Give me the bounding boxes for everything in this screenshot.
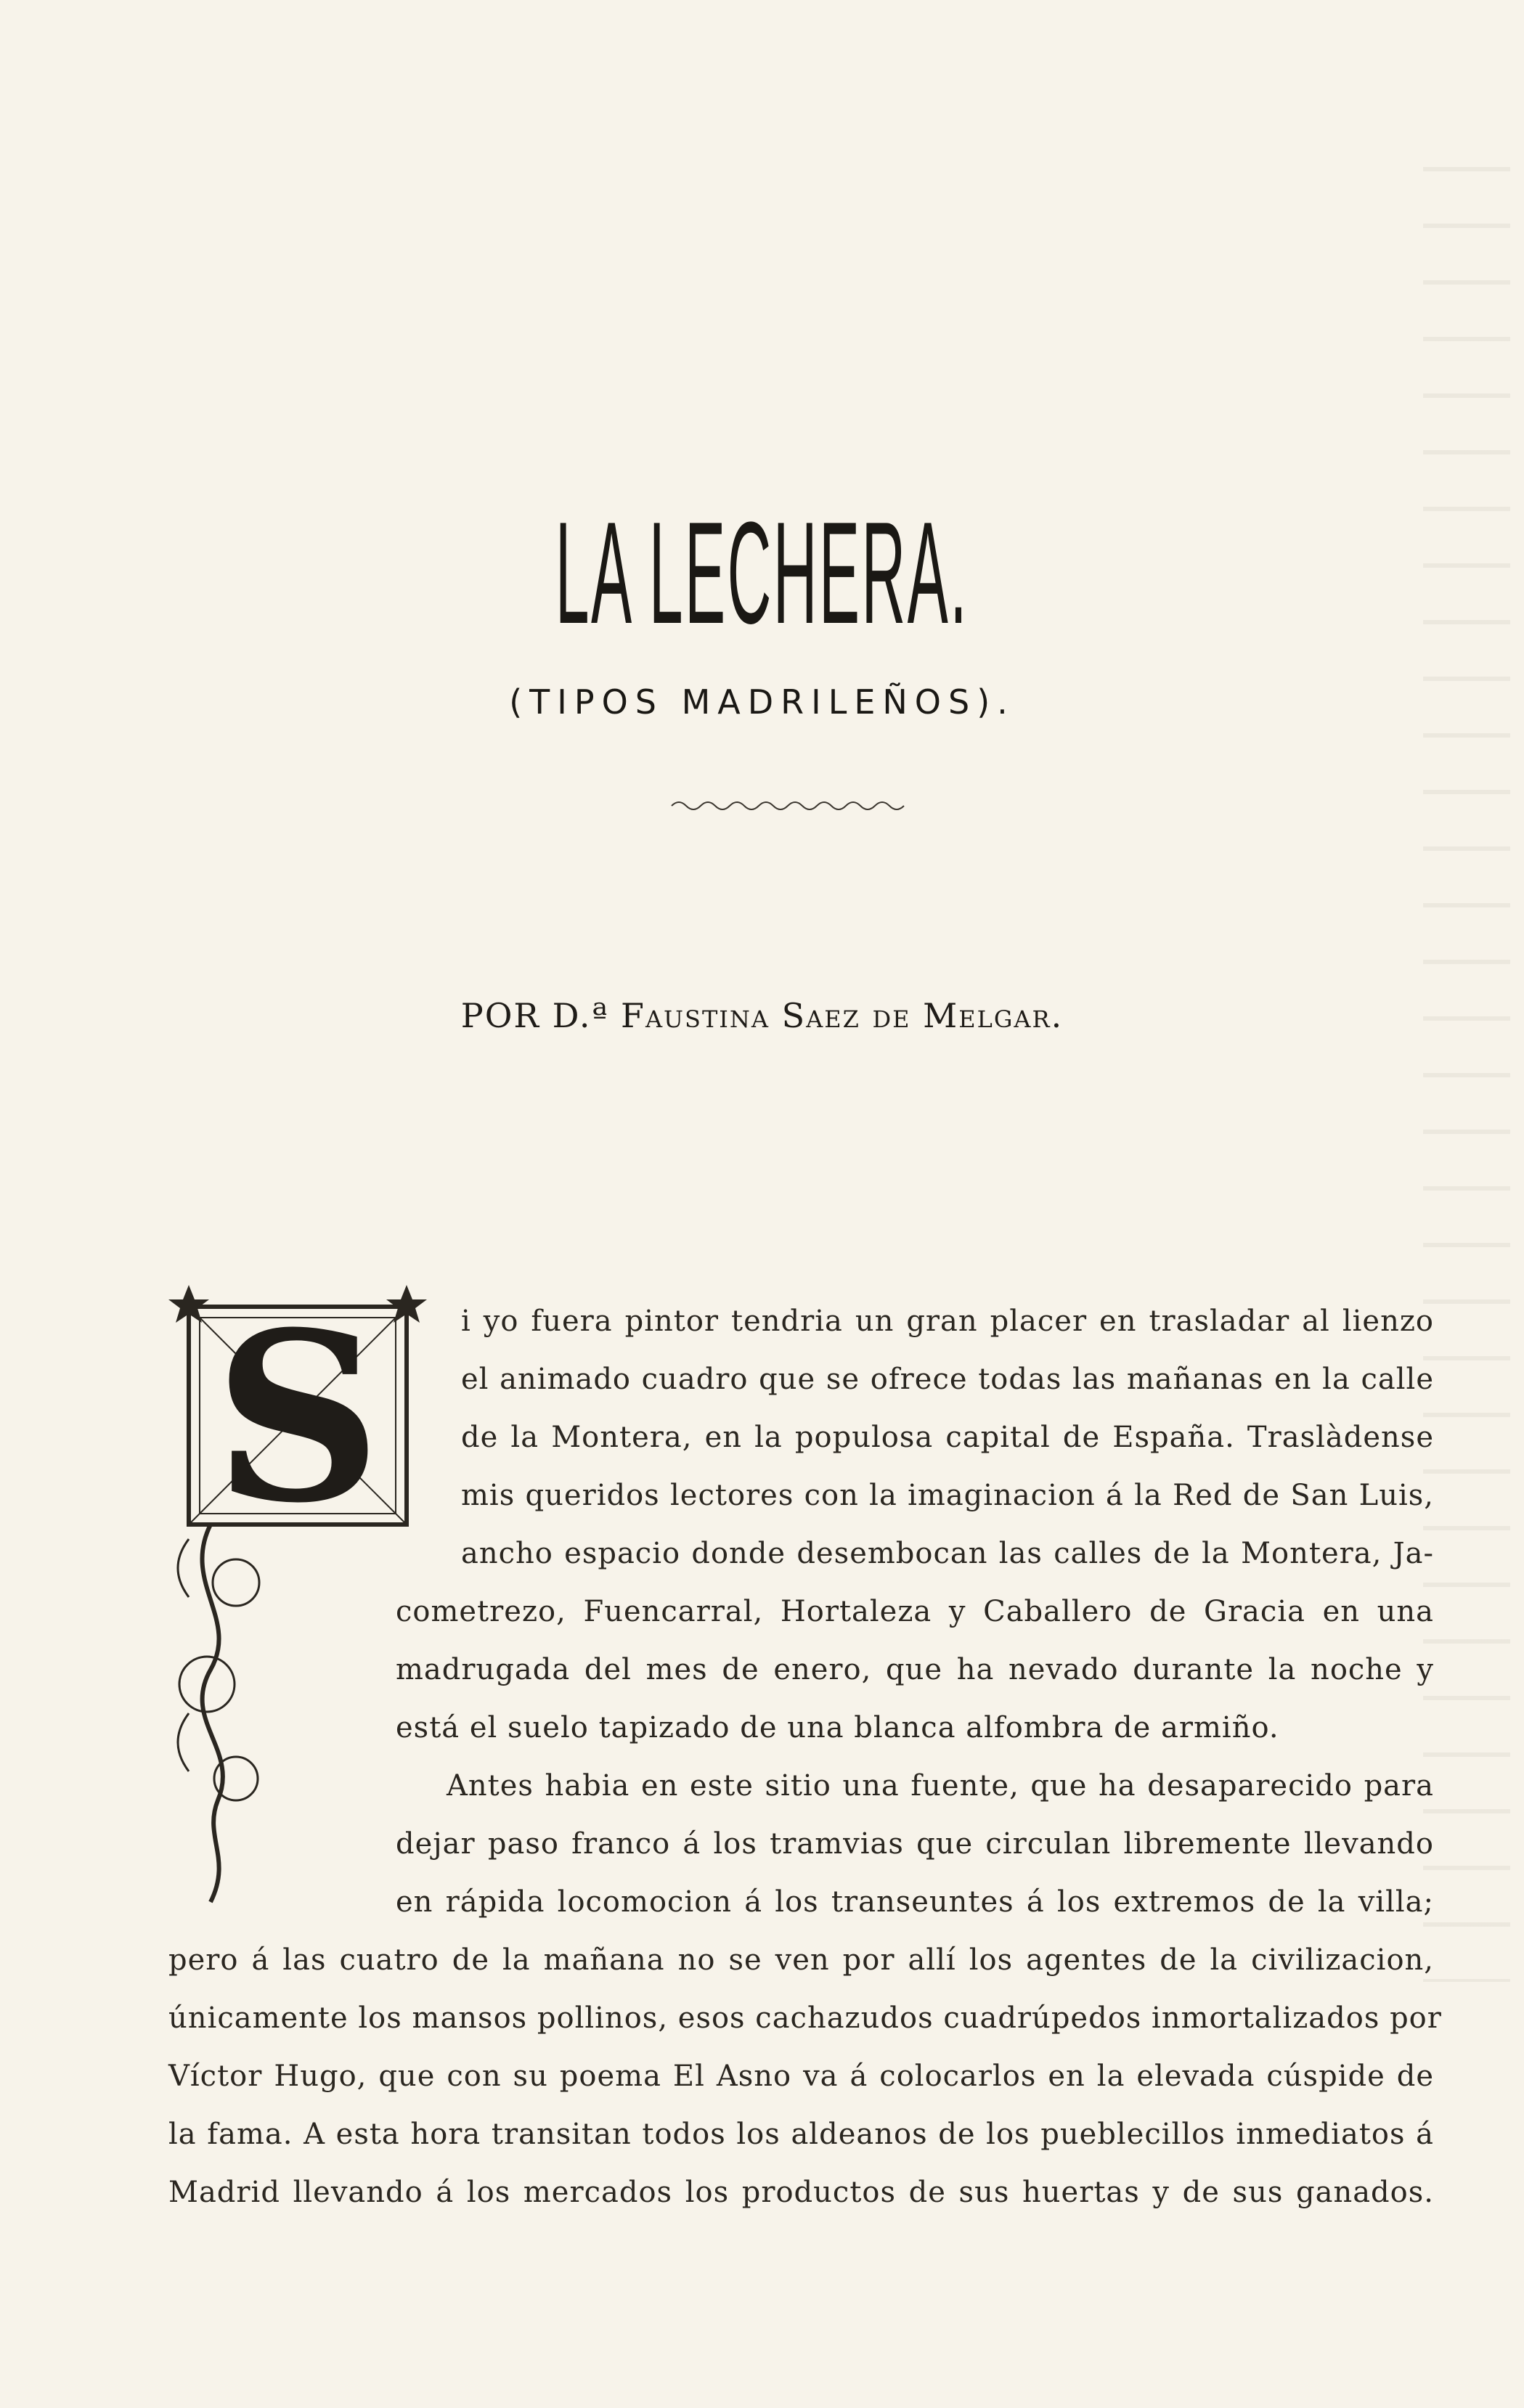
text-line: ancho espacio donde desembocan las calles de la Montera, Ja- [461,1537,1434,1570]
author-byline: POR D.ª Faustina Saez de Melgar. [460,996,1064,1035]
dropcap-letter: S [213,1282,382,1554]
text-line: pero á las cuatro de la mañana no se ven por allí los agentes de la civilizacion, [168,1943,1434,1977]
text-line: únicamente los mansos pollinos, esos cachazudos cuadrúpedos inmortalizados por [168,2001,1442,2035]
text-line: i yo fuera pintor tendria un gran placer en trasladar al lienzo [461,1305,1434,1338]
text-line: la fama. A esta hora transitan todos los aldeanos de los pueblecillos inmediatos á [168,2118,1434,2151]
text-line: dejar paso franco á los tramvias que circulan libremente llevando [396,1827,1434,1861]
decorative-rule-ornament [668,797,915,815]
text-line: Madrid llevando á los mercados los productos de sus huertas y de sus ganados. [168,2176,1434,2209]
ornamental-dropcap-s [167,1278,428,1931]
page-title: LA LECHERA. [555,492,969,654]
reverse-side-bleed-through [1423,167,1510,1982]
text-line: de la Montera, en la populosa capital de España. Traslàdense [461,1421,1434,1454]
text-line: Antes habia en este sitio una fuente, que ha desaparecido para [447,1769,1434,1803]
text-line: cometrezo, Fuencarral, Hortaleza y Caballero de Gracia en una [396,1595,1434,1628]
text-line: madrugada del mes de enero, que ha nevado durante la noche y [396,1653,1434,1686]
text-line: el animado cuadro que se ofrece todas las mañanas en la calle [461,1363,1434,1396]
text-line: está el suelo tapizado de una blanca alfombra de armiño. [396,1711,1279,1744]
page-subtitle: (TIPOS MADRILEÑOS). [509,682,1015,722]
text-line: en rápida locomocion á los transeuntes á los extremos de la villa; [396,1885,1434,1919]
text-line: Víctor Hugo, que con su poema El Asno va á colocarlos en la elevada cúspide de [168,2060,1434,2093]
text-line: mis queridos lectores con la imaginacion á la Red de San Luis, [461,1479,1434,1512]
